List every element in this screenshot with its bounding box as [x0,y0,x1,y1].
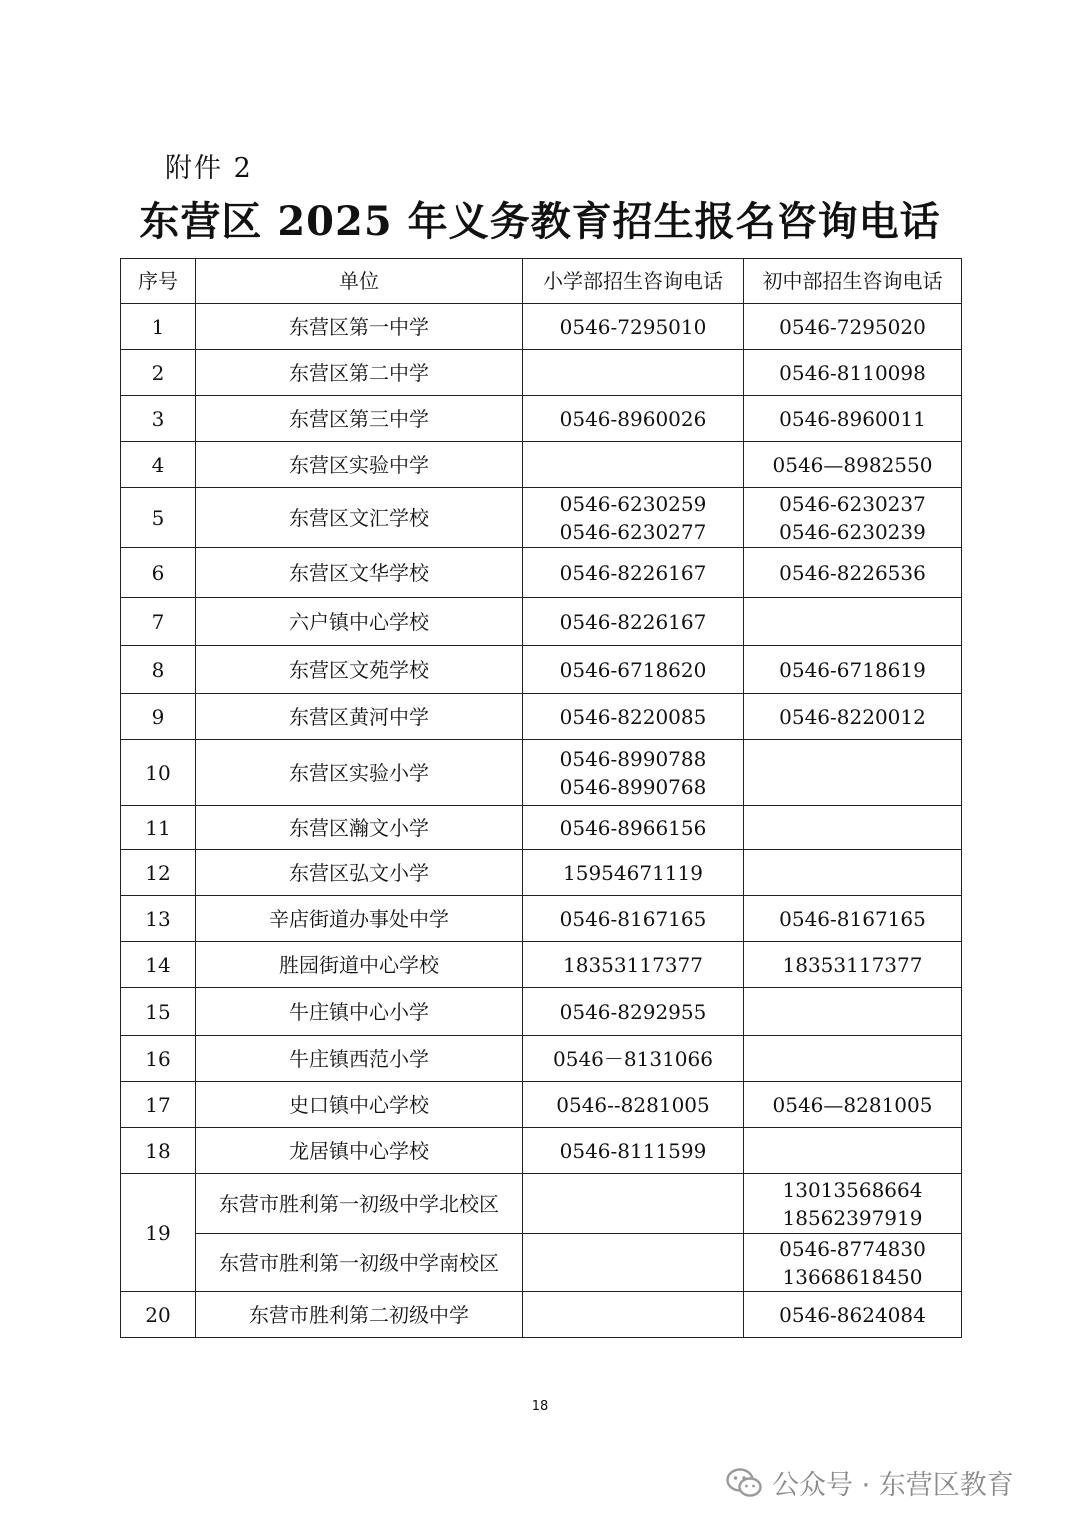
header-no: 序号 [121,259,196,304]
row-number: 14 [121,942,196,988]
attachment-label: 附件 2 [165,153,253,184]
table-row [121,806,962,850]
header-primary-phone: 小学部招生咨询电话 [523,259,744,304]
row-number: 18 [121,1128,196,1174]
unit-name: 东营区文华学校 [196,548,523,598]
unit-name: 东营区瀚文小学 [196,806,523,850]
junior-phone: 0546-8110098 [744,350,962,396]
table-row [121,988,962,1036]
row-number: 13 [121,896,196,942]
table-row [121,488,962,548]
junior-phone [744,850,962,896]
unit-name: 东营区文汇学校 [196,488,523,548]
row-number: 5 [121,488,196,548]
page-title: 东营区 2025 年义务教育招生报名咨询电话 [139,198,941,245]
primary-phone: 0546-8111599 [523,1128,744,1174]
junior-phone: 13013568664 18562397919 [744,1174,962,1234]
table-row [121,1082,962,1128]
unit-name: 六户镇中心学校 [196,598,523,646]
junior-phone [744,806,962,850]
page-number: 18 [531,1399,549,1414]
junior-phone: 0546-8226536 [744,548,962,598]
table-row [121,896,962,942]
contact-table [120,258,962,1338]
unit-name: 牛庄镇西范小学 [196,1036,523,1082]
junior-phone: 0546-6718619 [744,646,962,694]
unit-name: 辛店街道办事处中学 [196,896,523,942]
unit-name: 东营区实验中学 [196,442,523,488]
junior-phone [744,1128,962,1174]
row-number: 9 [121,694,196,740]
unit-name: 东营区实验小学 [196,740,523,806]
junior-phone [744,988,962,1036]
header-junior-phone: 初中部招生咨询电话 [744,259,962,304]
table-row [121,598,962,646]
watermark-text: 公众号 · 东营区教育 [772,1470,1014,1501]
primary-phone: 0546-8990788 0546-8990768 [523,740,744,806]
primary-phone: 18353117377 [523,942,744,988]
table-header-row [121,259,962,304]
primary-phone [523,350,744,396]
table-row [121,442,962,488]
row-number: 17 [121,1082,196,1128]
row-number: 11 [121,806,196,850]
unit-name: 胜园街道中心学校 [196,942,523,988]
unit-name: 东营区黄河中学 [196,694,523,740]
unit-name: 东营市胜利第一初级中学北校区 [196,1174,523,1234]
wechat-icon [726,1467,762,1499]
primary-phone [523,442,744,488]
primary-phone [523,1292,744,1338]
primary-phone: 0546－8131066 [523,1036,744,1082]
primary-phone [523,1234,744,1292]
row-number: 20 [121,1292,196,1338]
row-number: 12 [121,850,196,896]
primary-phone: 0546-8226167 [523,598,744,646]
junior-phone: 0546-8774830 13668618450 [744,1234,962,1292]
primary-phone [523,1174,744,1234]
primary-phone: 0546--8281005 [523,1082,744,1128]
junior-phone: 0546-8960011 [744,396,962,442]
primary-phone: 0546-8292955 [523,988,744,1036]
row-number: 6 [121,548,196,598]
row-number: 1 [121,304,196,350]
header-unit: 单位 [196,259,523,304]
table-row [121,740,962,806]
primary-phone: 0546-8966156 [523,806,744,850]
unit-name: 东营区第一中学 [196,304,523,350]
table-row [121,850,962,896]
table-row [121,1174,962,1234]
primary-phone: 0546-6230259 0546-6230277 [523,488,744,548]
row-number: 2 [121,350,196,396]
junior-phone [744,740,962,806]
primary-phone: 0546-7295010 [523,304,744,350]
junior-phone: 0546—8281005 [744,1082,962,1128]
row-number: 16 [121,1036,196,1082]
table-row [121,396,962,442]
primary-phone: 0546-8226167 [523,548,744,598]
junior-phone: 18353117377 [744,942,962,988]
unit-name: 东营区弘文小学 [196,850,523,896]
junior-phone: 0546-8220012 [744,694,962,740]
table-row [121,304,962,350]
primary-phone: 15954671119 [523,850,744,896]
row-number: 4 [121,442,196,488]
row-number: 3 [121,396,196,442]
row-number: 7 [121,598,196,646]
table-row [121,548,962,598]
unit-name: 东营区文苑学校 [196,646,523,694]
junior-phone: 0546-6230237 0546-6230239 [744,488,962,548]
unit-name: 东营区第三中学 [196,396,523,442]
row-number: 15 [121,988,196,1036]
junior-phone: 0546—8982550 [744,442,962,488]
table-row [121,350,962,396]
primary-phone: 0546-6718620 [523,646,744,694]
row-number: 8 [121,646,196,694]
table-row [121,1292,962,1338]
table-row [121,1128,962,1174]
junior-phone [744,598,962,646]
table-row [121,646,962,694]
unit-name: 牛庄镇中心小学 [196,988,523,1036]
unit-name: 龙居镇中心学校 [196,1128,523,1174]
junior-phone: 0546-7295020 [744,304,962,350]
primary-phone: 0546-8167165 [523,896,744,942]
watermark [726,1463,1014,1502]
table-row [121,1234,962,1292]
table-row [121,1036,962,1082]
unit-name: 东营市胜利第二初级中学 [196,1292,523,1338]
table-row [121,694,962,740]
unit-name: 东营区第二中学 [196,350,523,396]
row-number: 19 [121,1174,196,1292]
primary-phone: 0546-8220085 [523,694,744,740]
junior-phone [744,1036,962,1082]
row-number: 10 [121,740,196,806]
primary-phone: 0546-8960026 [523,396,744,442]
junior-phone: 0546-8167165 [744,896,962,942]
unit-name: 东营市胜利第一初级中学南校区 [196,1234,523,1292]
unit-name: 史口镇中心学校 [196,1082,523,1128]
junior-phone: 0546-8624084 [744,1292,962,1338]
table-row [121,942,962,988]
